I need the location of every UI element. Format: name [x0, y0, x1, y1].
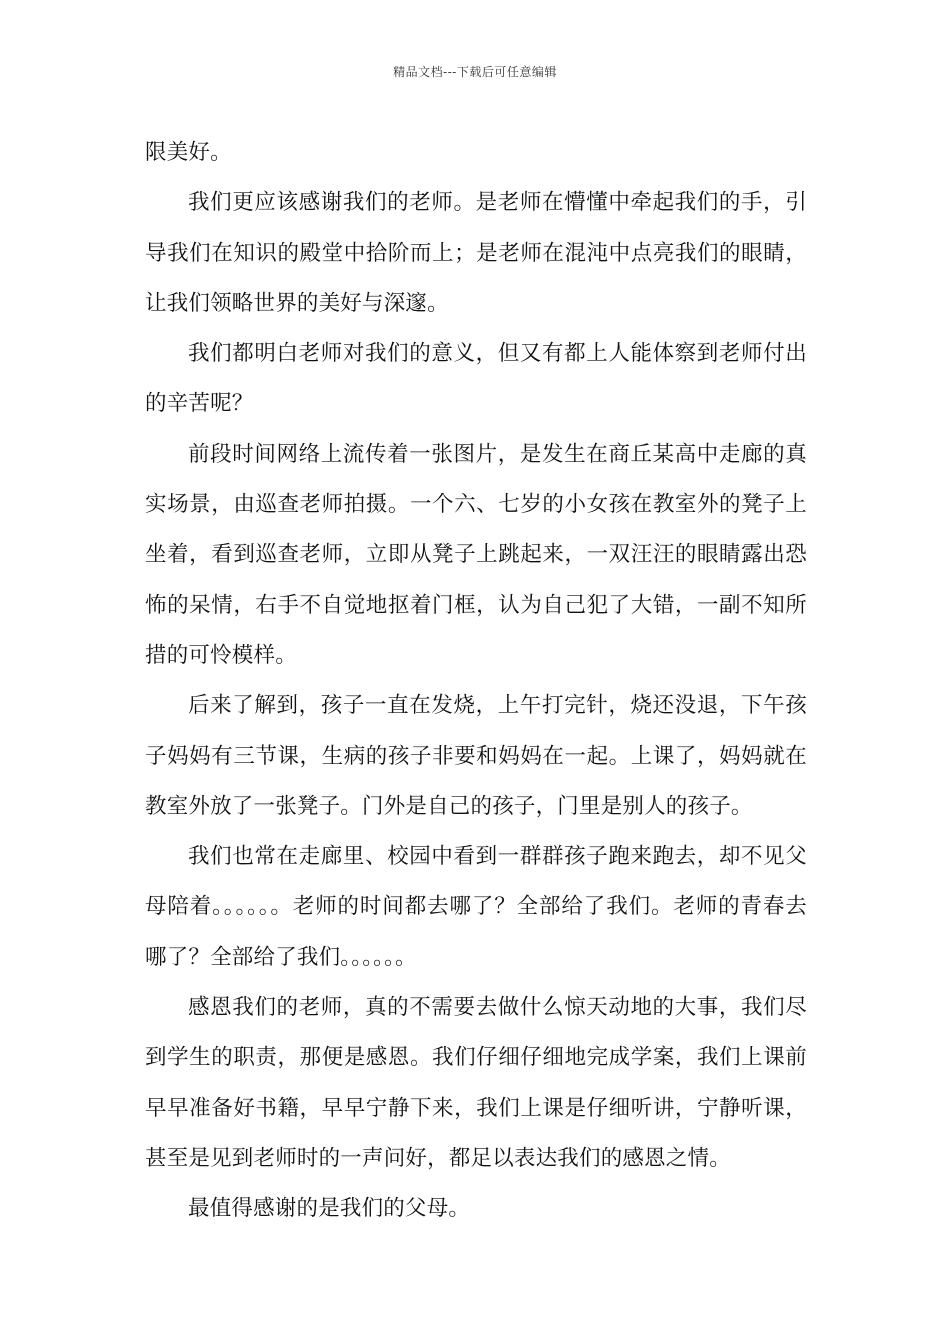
paragraph: 我们更应该感谢我们的老师。是老师在懵懂中牵起我们的手，引导我们在知识的殿堂中拾阶而上；是老师在混沌中点亮我们的眼睛，让我们领略世界的美好与深邃。: [145, 190, 807, 316]
document-body: [145, 128, 807, 1235]
paragraph: 我们都明白老师对我们的意义，但又有都上人能体察到老师付出的辛苦呢？: [145, 341, 807, 417]
paragraph: 前段时间网络上流传着一张图片，是发生在商丘某高中走廊的真实场景，由巡查老师拍摄。一个六、七岁的小女孩在教室外的凳子上坐着，看到巡查老师，立即从凳子上跳起来，一双汪汪的眼睛露出恐怖的呆情，右手不自觉地抠着门框，认为自己犯了大错，一副不知所措的可怜模样。: [145, 441, 807, 668]
paragraph: 最值得感谢的是我们的父母。: [188, 1196, 471, 1222]
paragraph: 限美好。: [145, 140, 232, 165]
paragraph: 后来了解到，孩子一直在发烧，上午打完针，烧还没退，下午孩子妈妈有三节课，生病的孩子非要和妈妈在一起。上课了，妈妈就在教室外放了一张凳子。门外是自己的孩子，门里是别人的孩子。: [145, 693, 807, 819]
paragraph: 我们也常在走廊里、校园中看到一群群孩子跑来跑去，却不见父母陪着。。。。。。老师的时间都去哪了？全部给了我们。老师的青春去哪了？全部给了我们。。。。。。: [145, 844, 807, 970]
paragraph: 感恩我们的老师，真的不需要去做什么惊天动地的大事，我们尽到学生的职责，那便是感恩。我们仔细仔细地完成学案，我们上课前早早准备好书籍，早早宁静下来，我们上课是仔细听讲，宁静听课，甚至是见到老师时的一声问好，都足以表达我们的感恩之情。: [145, 995, 807, 1171]
page-header: 精品文档---下载后可任意编辑: [393, 65, 557, 79]
